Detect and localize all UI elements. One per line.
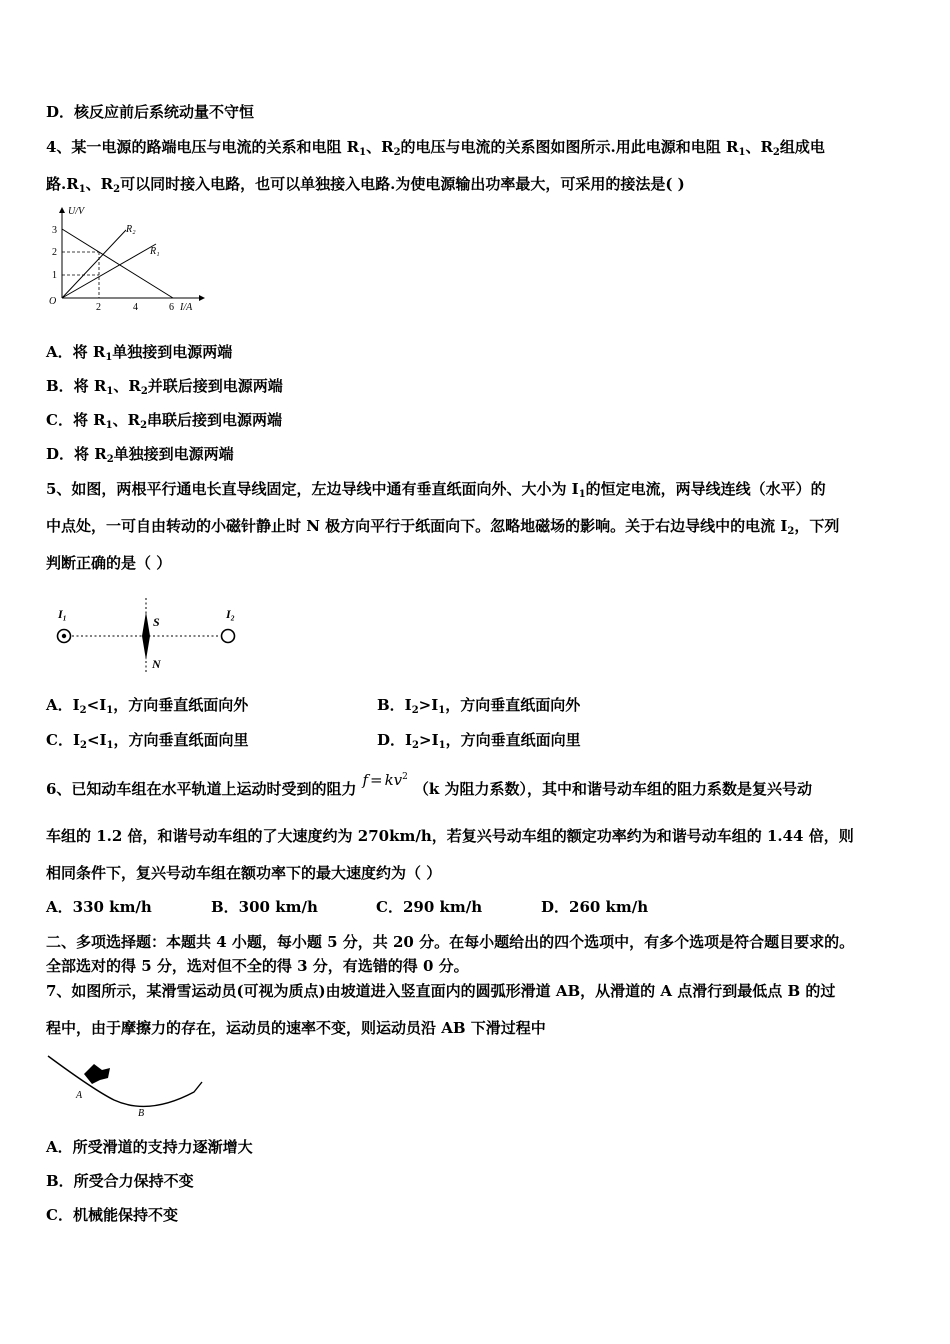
q5-option-b[interactable]: B．$I_2>I_1$，方向垂直纸面向外 <box>377 696 581 716</box>
q7-option-c[interactable]: C．机械能保持不变 <box>46 1206 178 1224</box>
q4-option-d[interactable]: D．将 $R_2$单独接到电源两端 <box>46 445 234 465</box>
point-a-label: A <box>76 1090 83 1101</box>
q4-option-c[interactable]: C．将 $R_1$、$R_2$串联后接到电源两端 <box>46 411 283 431</box>
q5-option-c[interactable]: C．$I_2<I_1$，方向垂直纸面向里 <box>46 731 249 751</box>
q5-wire-figure <box>50 594 250 674</box>
y-tick-1: 1 <box>52 270 57 281</box>
x-tick-4: 4 <box>133 302 138 313</box>
q6-formula: $f = kv^2$ <box>362 771 408 789</box>
r1-label: R₁ <box>150 246 160 257</box>
left-wire-dot <box>62 634 66 638</box>
right-wire-icon <box>222 630 235 643</box>
left-wire-label: I₁ <box>58 607 67 621</box>
q7-ski-figure <box>44 1050 209 1120</box>
prev-option-d: D．核反应前后系统动量不守恒 <box>46 103 255 121</box>
section2-header-line2: 全部选对的得 5 分，选对但不全的得 3 分，有选错的得 0 分。 <box>46 957 469 975</box>
q5-stem-line3: 判断正确的是（ ） <box>46 554 172 572</box>
q4-option-b[interactable]: B．将 $R_1$、$R_2$并联后接到电源两端 <box>46 377 283 397</box>
q6-option-c[interactable]: C．290 km/h <box>376 898 483 916</box>
y-tick-2: 2 <box>52 247 57 258</box>
slope-arc <box>48 1056 202 1106</box>
y-axis-label: U/V <box>68 206 85 217</box>
q4-ui-graph <box>44 200 214 318</box>
n-pole-label: N <box>152 657 161 671</box>
q4-stem-line1: 4、某一电源的路端电压与电流的关系和电阻 $R_1$、$R_2$的电压与电流的关系图如图所示.用此电源和电阻 $R_1$、$R_2$组成电 <box>46 138 825 158</box>
q6-option-d[interactable]: D．260 km/h <box>541 898 649 916</box>
x-tick-6: 6 <box>169 302 174 313</box>
y-tick-3: 3 <box>52 225 57 236</box>
point-b-label: B <box>138 1108 145 1119</box>
q5-stem-line1: 5、如图，两根平行通电长直导线固定，左边导线中通有垂直纸面向外、大小为 $I_1$的恒定电流，两导线连线（水平）的 <box>46 480 826 500</box>
q6-stem-line1: 6、已知动车组在水平轨道上运动时受到的阻力 $f = kv^2(k$ 为阻力系数），其中和谐号动车组的阻力系数是复兴号动 <box>46 776 812 799</box>
r2-line <box>62 230 126 298</box>
q4-stem-line2: 路$.R_1$、$R_2$可以同时接入电路，也可以单独接入电路.为使电源输出功率最大，可采用的接法是( ) <box>46 175 685 195</box>
section2-header-line1: 二、多项选择题：本题共 4 小题，每小题 5 分，共 20 分。在每小题给出的四个选项中，有多个选项是符合题目要求的。 <box>46 933 855 951</box>
compass-needle-icon <box>142 612 150 660</box>
q5-option-d[interactable]: D．$I_2>I_1$，方向垂直纸面向里 <box>377 731 581 751</box>
q7-option-a[interactable]: A．所受滑道的支持力逐渐增大 <box>46 1138 253 1156</box>
q6-option-a[interactable]: A．330 km/h <box>46 898 152 916</box>
q6-stem-line3: 相同条件下，复兴号动车组在额功率下的最大速度约为（ ） <box>46 864 442 882</box>
r1-line <box>62 244 156 298</box>
r2-label: R₂ <box>126 224 136 235</box>
x-axis-label: I/A <box>180 302 193 313</box>
q7-stem-line1: 7、如图所示，某滑雪运动员(可视为质点)由坡道进入竖直面内的圆弧形滑道 AB，从滑道的 A 点滑行到最低点 B 的过 <box>46 982 836 1000</box>
q5-option-a[interactable]: A．$I_2<I_1$，方向垂直纸面向外 <box>46 696 249 716</box>
q7-stem-line2: 程中，由于摩擦力的存在，运动员的速率不变，则运动员沿 AB 下滑过程中 <box>46 1019 546 1037</box>
q6-option-b[interactable]: B．300 km/h <box>211 898 318 916</box>
skier-icon <box>84 1064 110 1084</box>
q6-stem-line2: 车组的 1.2 倍，和谐号动车组的了大速度约为 270km/h，若复兴号动车组的额定功率约为和谐号动车组的 1.44 倍，则 <box>46 827 854 845</box>
q5-stem-line2: 中点处，一可自由转动的小磁针静止时 N 极方向平行于纸面向下。忽略地磁场的影响。关于右边导线中的电流 $I_2$，下列 <box>46 517 840 537</box>
right-wire-label: I₂ <box>226 607 235 621</box>
origin-label: O <box>49 296 57 307</box>
q7-option-b[interactable]: B．所受合力保持不变 <box>46 1172 194 1190</box>
x-tick-2: 2 <box>96 302 101 313</box>
s-pole-label: S <box>153 615 160 629</box>
q4-option-a[interactable]: A．将 $R_1$单独接到电源两端 <box>46 343 233 363</box>
